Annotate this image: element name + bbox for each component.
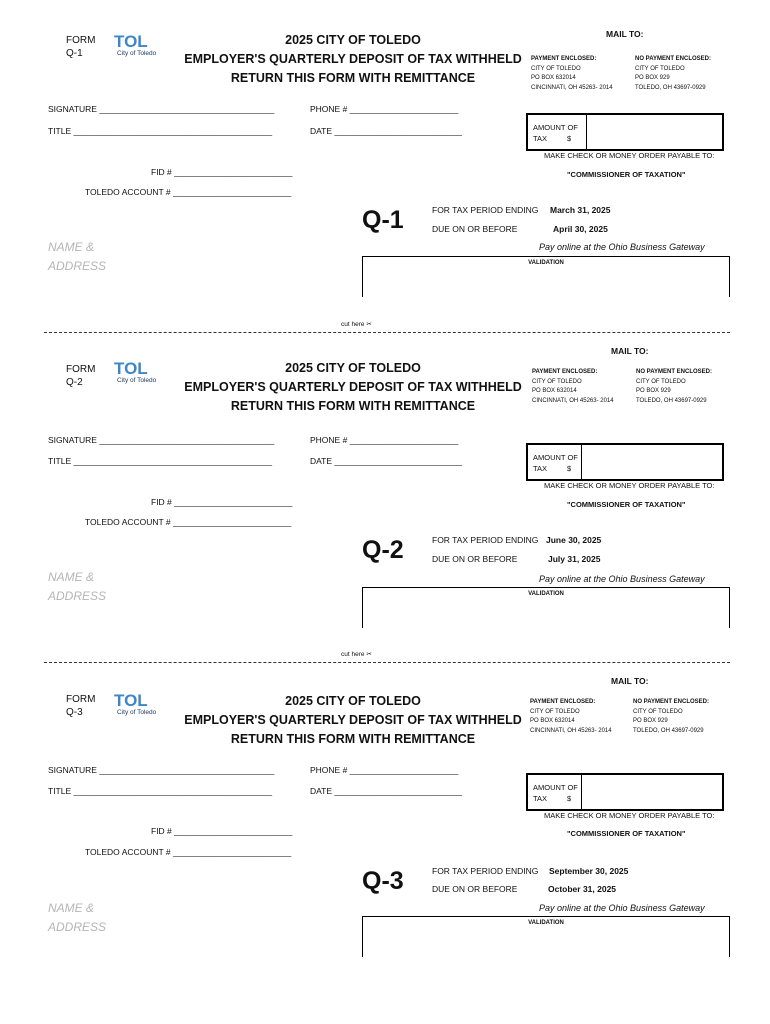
name-address-placeholder — [48, 238, 106, 276]
due-on-label: DUE ON OR BEFORE — [432, 554, 518, 564]
date-field[interactable]: DATE ___________________________ — [310, 786, 463, 796]
payment-enclosed-address — [531, 55, 613, 93]
payable-to-label: MAKE CHECK OR MONEY ORDER PAYABLE TO: — [544, 481, 715, 490]
payment-enclosed-address — [532, 368, 614, 406]
address-line: CITY OF TOLEDO — [635, 65, 685, 72]
date-field[interactable]: DATE ___________________________ — [310, 126, 463, 136]
scissors-icon: ✂ — [366, 321, 372, 328]
coupon-q2 — [0, 331, 770, 651]
pay-online-note: Pay online at the Ohio Business Gateway — [539, 242, 705, 252]
amount-divider — [581, 775, 582, 809]
toledo-logo — [114, 33, 160, 61]
no-payment-heading: NO PAYMENT ENCLOSED: — [635, 56, 712, 62]
logo-text: TOL — [114, 33, 148, 49]
mail-to-label: MAIL TO: — [606, 29, 644, 39]
address-line: CITY OF TOLEDO — [532, 378, 582, 385]
validation-box — [362, 256, 730, 297]
address-placeholder: ADDRESS — [48, 920, 107, 934]
form-label — [66, 34, 95, 60]
amount-label — [533, 452, 578, 474]
toledo-account-field[interactable]: TOLEDO ACCOUNT # _________________________ — [85, 847, 292, 857]
fid-field[interactable]: FID # _________________________ — [151, 826, 293, 836]
amount-label — [533, 782, 578, 804]
payment-enclosed-address — [530, 698, 612, 736]
validation-box — [362, 587, 730, 628]
amount-divider — [586, 115, 587, 149]
amount-divider — [581, 445, 582, 479]
mail-to-label: MAIL TO: — [611, 346, 649, 356]
amount-label — [533, 122, 578, 144]
address-line: TOLEDO, OH 43697-0929 — [636, 397, 707, 404]
amount-of-tax-box[interactable] — [526, 113, 724, 151]
validation-label: VALIDATION — [528, 920, 564, 926]
pay-online-note: Pay online at the Ohio Business Gateway — [539, 903, 705, 913]
no-payment-heading: NO PAYMENT ENCLOSED: — [633, 699, 710, 705]
amount-line-2: TAX $ — [533, 794, 572, 803]
phone-field[interactable]: PHONE # _______________________ — [310, 765, 459, 775]
form-id: Q-2 — [66, 377, 83, 388]
form-label — [66, 693, 95, 719]
address-line: CITY OF TOLEDO — [531, 65, 581, 72]
due-date: October 31, 2025 — [548, 884, 617, 894]
coupon-q3 — [0, 661, 770, 981]
title-line-1: 2025 CITY OF TOLEDO — [285, 33, 421, 47]
title-line-1: 2025 CITY OF TOLEDO — [285, 361, 421, 375]
address-line: PO BOX 632014 — [531, 75, 576, 81]
address-line: CITY OF TOLEDO — [636, 378, 686, 385]
title-line-3: RETURN THIS FORM WITH REMITTANCE — [230, 732, 476, 746]
no-payment-address — [633, 698, 709, 736]
no-payment-heading: NO PAYMENT ENCLOSED: — [636, 369, 713, 375]
validation-box — [362, 916, 730, 957]
payable-to-label: MAKE CHECK OR MONEY ORDER PAYABLE TO: — [544, 151, 715, 160]
address-line: TOLEDO, OH 43697-0929 — [633, 727, 704, 734]
due-date: July 31, 2025 — [548, 554, 601, 564]
period-ending-date: June 30, 2025 — [546, 535, 602, 545]
address-line: PO BOX 632014 — [530, 718, 575, 724]
name-address-placeholder — [48, 568, 106, 606]
due-date: April 30, 2025 — [553, 224, 608, 234]
logo-subtitle: City of Toledo — [117, 50, 157, 57]
address-line: PO BOX 632014 — [532, 388, 577, 394]
validation-label: VALIDATION — [528, 260, 564, 266]
amount-line-1: AMOUNT OF — [533, 783, 578, 792]
period-ending-date: September 30, 2025 — [549, 866, 629, 876]
form-title — [180, 359, 526, 416]
name-placeholder: NAME & — [48, 240, 95, 254]
name-placeholder: NAME & — [48, 901, 95, 915]
address-line: CITY OF TOLEDO — [530, 708, 580, 715]
address-line: TOLEDO, OH 43697-0929 — [635, 84, 706, 91]
commissioner-label: "COMMISSIONER OF TAXATION" — [567, 500, 686, 509]
fid-field[interactable]: FID # _________________________ — [151, 497, 293, 507]
commissioner-label: "COMMISSIONER OF TAXATION" — [567, 170, 686, 179]
title-line-2: EMPLOYER'S QUARTERLY DEPOSIT OF TAX WITHHELD — [184, 713, 522, 727]
form-word: FORM — [66, 35, 96, 46]
logo-subtitle: City of Toledo — [117, 709, 157, 716]
date-field[interactable]: DATE ___________________________ — [310, 456, 463, 466]
signature-field[interactable]: SIGNATURE _____________________________________ — [48, 765, 275, 775]
signature-field[interactable]: SIGNATURE _____________________________________ — [48, 435, 275, 445]
address-line: CITY OF TOLEDO — [633, 708, 683, 715]
validation-label: VALIDATION — [528, 591, 564, 597]
address-placeholder: ADDRESS — [48, 259, 107, 273]
period-ending-label: FOR TAX PERIOD ENDING — [432, 535, 539, 545]
phone-field[interactable]: PHONE # _______________________ — [310, 104, 459, 114]
title-line-3: RETURN THIS FORM WITH REMITTANCE — [230, 399, 476, 413]
address-line: PO BOX 929 — [635, 75, 670, 81]
amount-line-2: TAX $ — [533, 464, 572, 473]
toledo-account-field[interactable]: TOLEDO ACCOUNT # _________________________ — [85, 187, 292, 197]
amount-of-tax-box[interactable] — [526, 443, 724, 481]
amount-line-1: AMOUNT OF — [533, 453, 578, 462]
cut-here-label: cut here ✂ — [338, 320, 375, 328]
due-on-label: DUE ON OR BEFORE — [432, 884, 518, 894]
amount-line-1: AMOUNT OF — [533, 123, 578, 132]
amount-of-tax-box[interactable] — [526, 773, 724, 811]
period-ending-date: March 31, 2025 — [550, 205, 611, 215]
form-id: Q-3 — [66, 707, 83, 718]
title-field[interactable]: TITLE __________________________________________ — [48, 126, 273, 136]
title-field[interactable]: TITLE __________________________________________ — [48, 456, 273, 466]
quarter-label: Q-3 — [362, 867, 404, 895]
form-id: Q-1 — [66, 48, 83, 59]
phone-field[interactable]: PHONE # _______________________ — [310, 435, 459, 445]
form-title — [180, 692, 526, 749]
due-on-label: DUE ON OR BEFORE — [432, 224, 518, 234]
quarter-label: Q-1 — [362, 206, 404, 234]
payment-enclosed-heading: PAYMENT ENCLOSED: — [530, 699, 596, 705]
commissioner-label: "COMMISSIONER OF TAXATION" — [567, 829, 686, 838]
form-title — [180, 31, 526, 88]
address-line: PO BOX 929 — [633, 718, 668, 724]
period-ending-label: FOR TAX PERIOD ENDING — [432, 205, 539, 215]
mail-to-label: MAIL TO: — [611, 676, 649, 686]
address-placeholder: ADDRESS — [48, 589, 107, 603]
address-line: CINCINNATI, OH 45263- 2014 — [531, 84, 613, 91]
signature-field[interactable]: SIGNATURE _____________________________________ — [48, 104, 275, 114]
amount-line-2: TAX $ — [533, 134, 572, 143]
logo-text: TOL — [114, 692, 148, 708]
name-placeholder: NAME & — [48, 570, 95, 584]
cut-here-label: cut here ✂ — [338, 650, 375, 658]
no-payment-address — [635, 55, 711, 93]
title-line-1: 2025 CITY OF TOLEDO — [285, 694, 421, 708]
scissors-icon: ✂ — [366, 651, 372, 658]
logo-text: TOL — [114, 360, 148, 376]
payment-enclosed-heading: PAYMENT ENCLOSED: — [531, 56, 597, 62]
title-line-2: EMPLOYER'S QUARTERLY DEPOSIT OF TAX WITHHELD — [184, 380, 522, 394]
address-line: PO BOX 929 — [636, 388, 671, 394]
toledo-account-field[interactable]: TOLEDO ACCOUNT # _________________________ — [85, 517, 292, 527]
payment-enclosed-heading: PAYMENT ENCLOSED: — [532, 369, 598, 375]
title-line-3: RETURN THIS FORM WITH REMITTANCE — [230, 71, 476, 85]
form-label — [66, 363, 95, 389]
toledo-logo — [114, 692, 160, 720]
toledo-logo — [114, 360, 160, 388]
fid-field[interactable]: FID # _________________________ — [151, 167, 293, 177]
name-address-placeholder — [48, 899, 106, 937]
quarter-label: Q-2 — [362, 536, 404, 564]
title-line-2: EMPLOYER'S QUARTERLY DEPOSIT OF TAX WITHHELD — [184, 52, 522, 66]
pay-online-note: Pay online at the Ohio Business Gateway — [539, 574, 705, 584]
payable-to-label: MAKE CHECK OR MONEY ORDER PAYABLE TO: — [544, 811, 715, 820]
title-field[interactable]: TITLE __________________________________________ — [48, 786, 273, 796]
logo-subtitle: City of Toledo — [117, 377, 157, 384]
period-ending-label: FOR TAX PERIOD ENDING — [432, 866, 539, 876]
address-line: CINCINNATI, OH 45263- 2014 — [532, 397, 614, 404]
no-payment-address — [636, 368, 712, 406]
coupon-q1 — [0, 0, 770, 320]
address-line: CINCINNATI, OH 45263- 2014 — [530, 727, 612, 734]
form-word: FORM — [66, 694, 96, 705]
form-word: FORM — [66, 364, 96, 375]
